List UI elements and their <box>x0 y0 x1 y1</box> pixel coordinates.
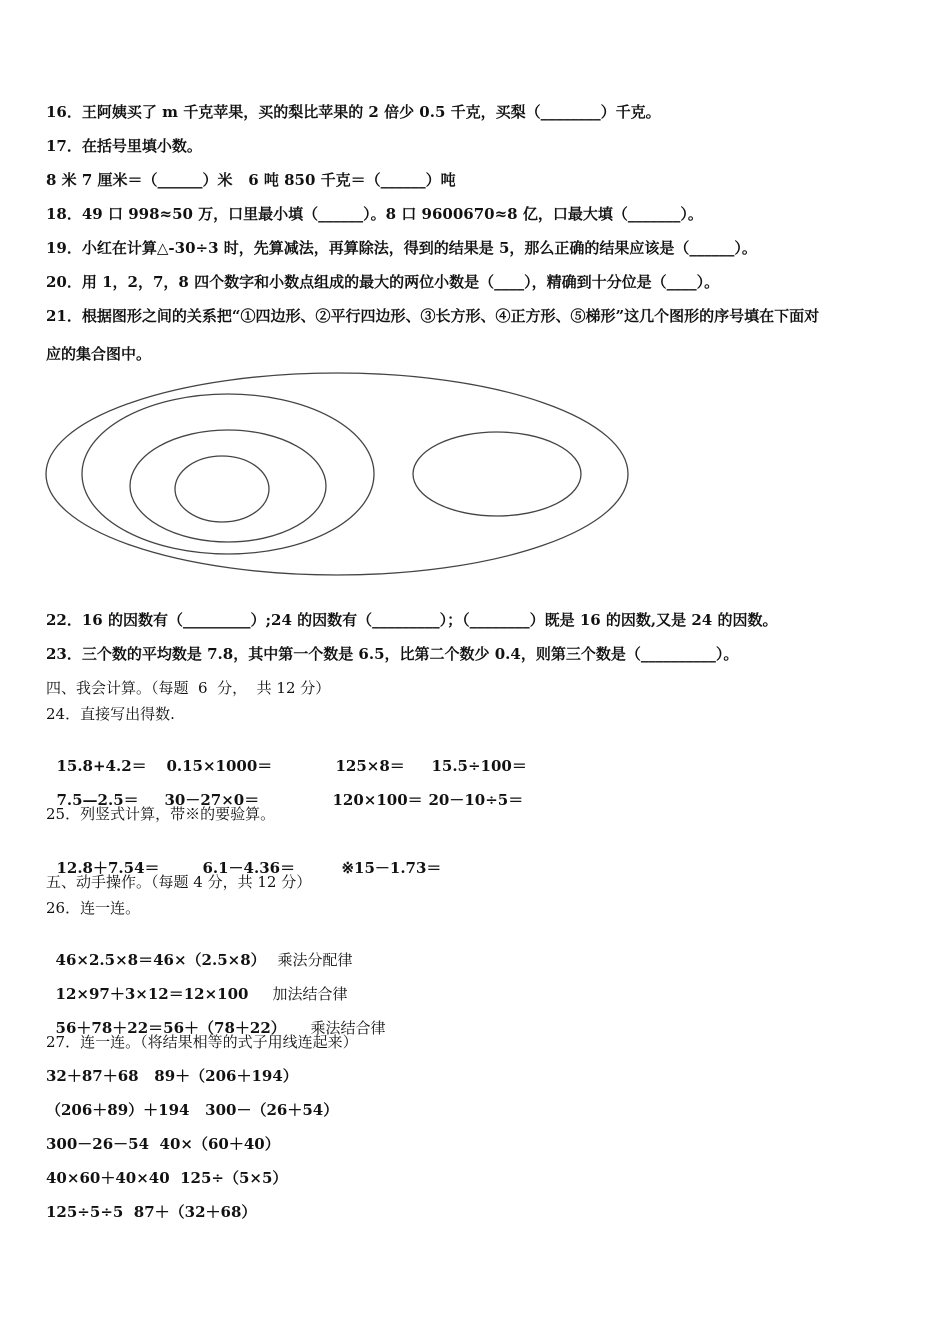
second-set-ellipse <box>82 394 374 554</box>
question-20: 20．用 1，2，7，8 四个数字和小数点组成的最大的两位小数是（____），精确到十分位是（____）。 <box>46 273 720 291</box>
question-17-sub: 8 米 7 厘米＝（______）米 6 吨 850 千克＝（______）吨 <box>46 171 456 189</box>
calc-item: 20－10÷5＝ <box>428 791 524 809</box>
question-27-row: 40×60＋40×40 125÷（5×5） <box>46 1169 288 1187</box>
calc-item: 15.5÷100＝ <box>431 757 527 775</box>
law-name: 乘法结合律 <box>310 1019 386 1037</box>
outer-set-ellipse <box>46 373 628 575</box>
law-expression: 12×97＋3×12＝12×100 <box>55 985 249 1003</box>
law-name: 乘法分配律 <box>277 951 353 969</box>
vertical-calc-item: ※15－1.73＝ <box>341 859 442 877</box>
question-27-row: 32＋87＋68 89＋（206＋194） <box>46 1067 298 1085</box>
question-17: 17．在括号里填小数。 <box>46 137 202 155</box>
vertical-calc-item: 6.1－4.36＝ <box>202 859 296 877</box>
question-25-title: 25．列竖式计算，带※的要验算。 <box>46 805 276 823</box>
calc-item: 120×100＝ <box>332 791 423 809</box>
question-22: 22．16 的因数有（_________）;24 的因数有（_________）；（________）既是 16 的因数,又是 24 的因数。 <box>46 611 778 629</box>
question-26-title: 26．连一连。 <box>46 899 141 917</box>
calc-item: 15.8+4.2＝ <box>56 757 147 775</box>
calc-item: 0.15×1000＝ <box>166 757 273 775</box>
question-19: 19．小红在计算△-30÷3 时，先算减法，再算除法，得到的结果是 5，那么正确的结果应该是（______）。 <box>46 239 757 257</box>
calc-item: 30－27×0＝ <box>164 791 260 809</box>
inner-set-ellipse <box>175 456 269 522</box>
section-4-title: 四、我会计算。（每题 6 分， 共 12 分） <box>46 679 331 697</box>
question-21-line1: 21．根据图形之间的关系把“①四边形、②平行四边形、③长方形、④正方形、⑤梯形”这几个图形的序号填在下面对 <box>46 307 820 325</box>
question-21-line2: 应的集合图中。 <box>46 345 152 363</box>
question-16: 16．王阿姨买了 m 千克苹果，买的梨比苹果的 2 倍少 0.5 千克，买梨（________）千克。 <box>46 103 661 121</box>
separate-set-ellipse <box>413 432 581 516</box>
vertical-calc-item: 12.8＋7.54＝ <box>56 859 160 877</box>
law-expression: 56＋78＋22＝56＋（78＋22） <box>55 1019 286 1037</box>
question-27-row: 125÷5÷5 87＋（32＋68） <box>46 1203 257 1221</box>
section-5-title: 五、动手操作。（每题 4 分，共 12 分） <box>46 873 312 891</box>
question-27-title: 27．连一连。（将结果相等的式子用线连起来） <box>46 1033 358 1051</box>
third-set-ellipse <box>130 430 326 542</box>
law-name: 加法结合律 <box>272 985 348 1003</box>
set-diagram <box>40 368 640 584</box>
calc-item: 125×8＝ <box>335 757 405 775</box>
question-18: 18．49 口 998≈50 万，口里最小填（______）。8 口 9600670≈8 亿，口最大填（_______）。 <box>46 205 703 223</box>
law-expression: 46×2.5×8＝46×（2.5×8） <box>55 951 266 969</box>
question-23: 23．三个数的平均数是 7.8，其中第一个数是 6.5，比第二个数少 0.4，则第三个数是（__________）。 <box>46 645 739 663</box>
question-27-row: （206＋89）＋194 300－（26＋54） <box>46 1101 339 1119</box>
calc-item: 7.5—2.5＝ <box>56 791 139 809</box>
question-27-row: 300－26－54 40×（60＋40） <box>46 1135 280 1153</box>
question-24-title: 24．直接写出得数. <box>46 705 175 723</box>
